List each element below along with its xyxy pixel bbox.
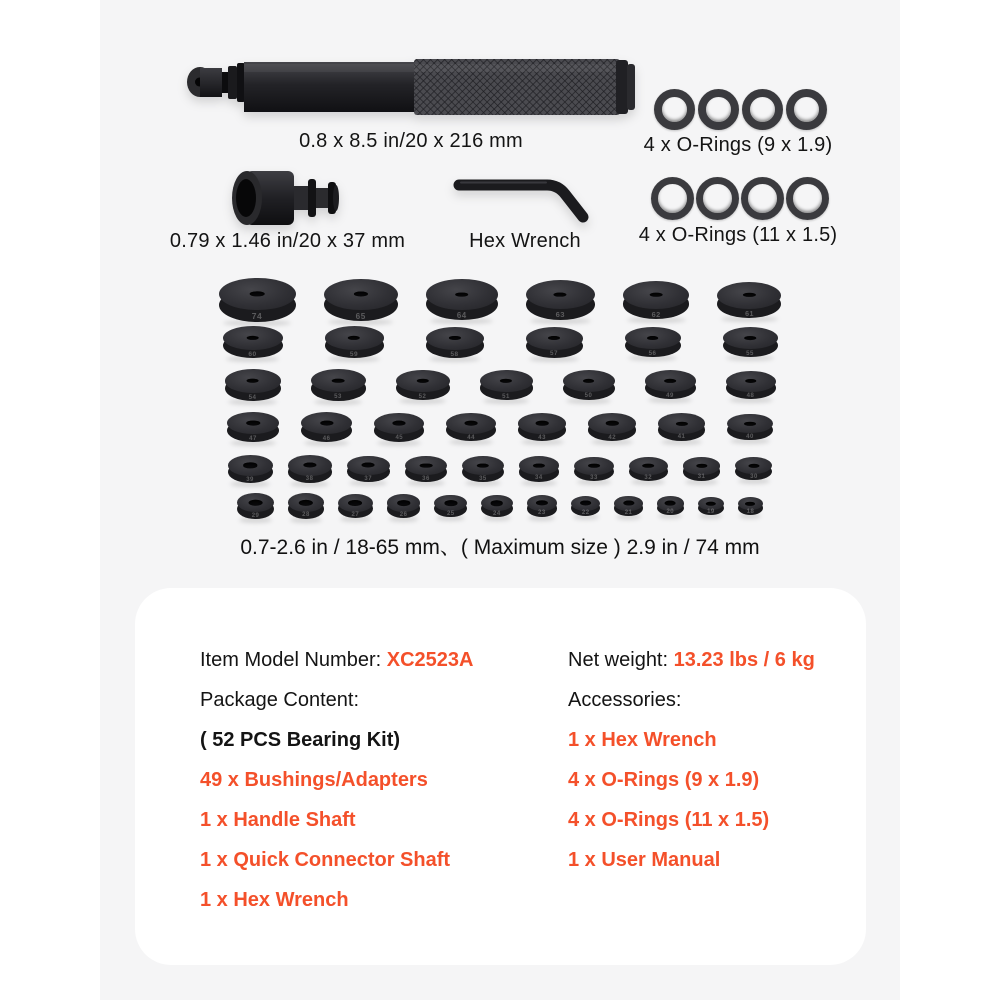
o-ring	[786, 177, 829, 220]
bushing-disc	[223, 326, 283, 358]
bushing-disc	[658, 413, 705, 440]
spec-row: 1 x Hex Wrench	[200, 889, 349, 911]
bushing-size-number: 43	[538, 434, 546, 441]
bushing-disc	[645, 370, 696, 399]
bushing-row	[100, 278, 900, 322]
bushing-size-number: 28	[302, 512, 310, 519]
oring-group-large	[650, 177, 830, 220]
bushing-size-number: 22	[581, 510, 590, 517]
o-ring	[786, 89, 827, 130]
bushing-disc	[526, 327, 583, 358]
bushing-size-number: 48	[746, 392, 755, 399]
bushing-row	[100, 369, 900, 401]
bushing-disc	[588, 413, 636, 441]
bushing-disc	[228, 455, 273, 483]
hex-wrench-label: Hex Wrench	[469, 230, 581, 252]
bushing-size-number: 40	[746, 434, 754, 441]
spec-card	[135, 588, 866, 965]
bushing-size-number: 60	[248, 351, 257, 359]
spec-row: Net weight: 13.23 lbs / 6 kg	[568, 649, 815, 671]
quick-connector-shaft-photo	[230, 167, 345, 229]
bushing-disc	[338, 494, 373, 518]
bushing-disc	[347, 456, 390, 483]
bushing-disc	[374, 413, 424, 442]
bushing-disc	[735, 457, 772, 480]
bushing-size-number: 30	[750, 474, 758, 481]
bushing-row	[100, 326, 900, 358]
bushing-size-number: 52	[418, 394, 427, 401]
bushing-disc	[574, 457, 614, 482]
spec-row: 49 x Bushings/Adapters	[200, 769, 428, 791]
bushing-size-number: 38	[305, 476, 314, 483]
bushing-row	[100, 455, 900, 483]
spec-column-right	[568, 640, 815, 880]
bushing-disc	[738, 497, 763, 515]
bushing-disc	[227, 412, 279, 442]
bushing-disc	[237, 493, 274, 519]
bushing-size-number: 34	[535, 475, 543, 482]
bushing-size-caption: 0.7-2.6 in / 18-65 mm、( Maximum size ) 2.9 in / 74 mm	[240, 536, 760, 559]
bushing-disc	[288, 493, 324, 518]
bushing-size-number: 31	[697, 474, 706, 481]
bushing-size-number: 19	[707, 508, 715, 515]
connector-shaft-dimensions: 0.79 x 1.46 in/20 x 37 mm	[169, 230, 406, 252]
bushing-size-number: 59	[349, 350, 359, 358]
bushing-size-number: 65	[355, 311, 366, 321]
bushing-disc	[396, 370, 450, 401]
bushing-disc	[405, 456, 447, 482]
bushing-disc	[527, 495, 557, 516]
spec-row: 1 x Handle Shaft	[200, 809, 356, 831]
hex-wrench-photo	[452, 173, 592, 229]
bushing-size-number: 64	[456, 310, 467, 320]
spec-row: 1 x Quick Connector Shaft	[200, 849, 451, 871]
bushing-size-number: 74	[251, 311, 263, 322]
oring-small-label: 4 x O-Rings (9 x 1.9)	[643, 134, 833, 156]
bushing-disc	[387, 494, 421, 518]
o-ring	[741, 177, 784, 220]
bushing-size-number: 42	[608, 434, 617, 441]
bushing-disc	[683, 457, 721, 480]
bushing-size-number: 44	[467, 435, 475, 442]
bushing-size-number: 58	[450, 350, 459, 358]
oring-group-small	[652, 89, 828, 130]
bushing-disc	[723, 327, 778, 357]
bushing-disc	[726, 371, 776, 400]
bushing-disc	[301, 412, 352, 442]
bushing-disc	[563, 370, 615, 400]
o-ring	[654, 89, 695, 130]
bushing-disc	[526, 280, 595, 319]
bushing-size-number: 24	[493, 510, 501, 517]
bushing-disc	[219, 278, 296, 322]
spec-row: Package Content:	[200, 689, 359, 711]
bushing-size-number: 45	[395, 435, 404, 442]
bushing-disc	[426, 279, 498, 320]
bushing-size-number: 63	[555, 310, 566, 320]
oring-large-label: 4 x O-Rings (11 x 1.5)	[638, 224, 838, 246]
bushing-disc	[519, 456, 560, 481]
bushing-size-number: 57	[550, 350, 558, 358]
o-ring	[742, 89, 783, 130]
handle-shaft-photo	[186, 56, 636, 118]
bushing-size-number: 27	[351, 511, 360, 518]
o-ring	[651, 177, 694, 220]
spec-row: 4 x O-Rings (11 x 1.5)	[568, 809, 770, 831]
bushing-disc	[311, 369, 366, 400]
spec-row: Item Model Number: XC2523A	[200, 649, 474, 671]
bushing-size-number: 35	[479, 475, 487, 482]
bushing-size-number: 61	[745, 310, 754, 318]
bushing-size-number: 51	[502, 393, 510, 400]
bushing-size-number: 55	[746, 350, 754, 357]
bushing-disc	[623, 281, 690, 319]
bushing-disc	[480, 370, 533, 400]
bushing-size-number: 39	[246, 476, 254, 483]
bushing-disc	[324, 279, 398, 321]
bushing-size-number: 20	[666, 509, 675, 516]
spec-row: 4 x O-Rings (9 x 1.9)	[568, 769, 760, 791]
bushing-row	[100, 412, 900, 442]
bushing-size-number: 21	[624, 509, 633, 516]
bushing-disc	[426, 327, 484, 358]
bushing-disc	[325, 326, 384, 358]
spec-row: Accessories:	[568, 689, 682, 711]
bushing-disc	[434, 495, 467, 518]
spec-row: 1 x User Manual	[568, 849, 721, 871]
bushing-disc	[614, 496, 642, 516]
bushing-size-number: 46	[322, 435, 331, 442]
bushing-disc	[698, 497, 724, 515]
bushing-size-number: 49	[666, 393, 674, 400]
bushing-size-number: 25	[446, 511, 455, 518]
bushing-size-number: 33	[590, 475, 598, 481]
bushing-disc	[657, 496, 684, 515]
bushing-disc	[717, 282, 781, 318]
bushing-size-number: 18	[746, 508, 755, 515]
spec-row: 1 x Hex Wrench	[568, 729, 717, 751]
bushing-size-number: 56	[648, 350, 657, 358]
bushing-disc	[629, 457, 668, 481]
bushing-disc	[481, 495, 513, 517]
bushing-disc	[571, 496, 600, 517]
o-ring	[698, 89, 739, 130]
handle-shaft-dimensions: 0.8 x 8.5 in/20 x 216 mm	[299, 130, 523, 152]
spec-row: ( 52 PCS Bearing Kit)	[200, 729, 401, 751]
bushing-size-number: 62	[651, 309, 661, 319]
bushing-disc	[462, 456, 503, 482]
o-ring	[696, 177, 739, 220]
bushing-disc	[625, 327, 681, 357]
bushing-size-number: 47	[249, 435, 257, 442]
bushing-size-number: 53	[334, 394, 342, 401]
bushing-size-number: 26	[399, 511, 408, 518]
bushing-size-number: 41	[677, 434, 686, 441]
bushing-disc	[288, 455, 332, 482]
spec-column-left	[200, 640, 473, 920]
bushing-disc	[518, 413, 567, 441]
bushing-disc	[446, 413, 495, 442]
bushing-disc	[225, 369, 281, 401]
bushing-size-number: 32	[644, 474, 653, 481]
bushing-row	[100, 493, 900, 519]
bushing-size-number: 29	[251, 512, 260, 519]
bushing-size-number: 50	[584, 393, 593, 400]
bushing-disc	[727, 414, 773, 441]
bushing-size-number: 23	[538, 510, 546, 517]
bushing-size-number: 37	[364, 476, 373, 483]
bushing-size-number: 54	[248, 393, 257, 401]
bushing-size-number: 36	[422, 475, 430, 482]
